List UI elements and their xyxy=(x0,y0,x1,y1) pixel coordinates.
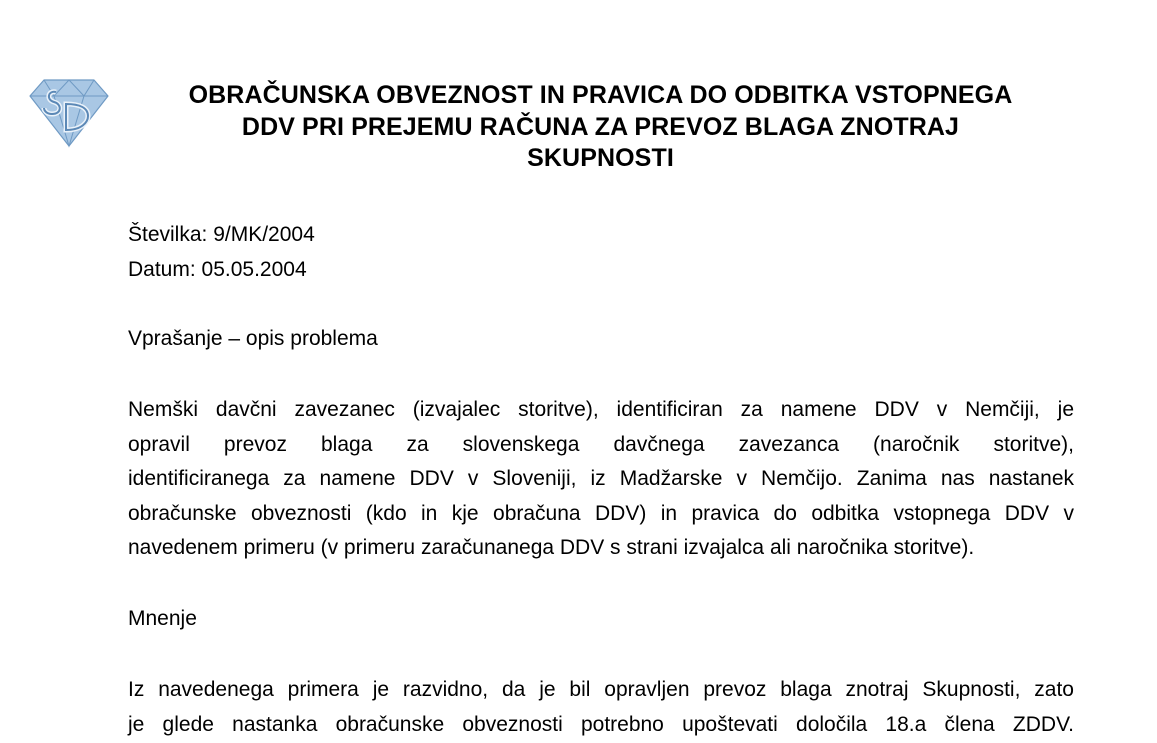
title-line: DDV PRI PREJEMU RAČUNA ZA PREVOZ BLAGA ZNOTRAJ xyxy=(241,112,960,141)
document-number: Številka: 9/MK/2004 xyxy=(128,223,315,246)
paragraph-line: obračunske obveznosti (kdo in kje obračuna DDV) in pravica do odbitka vstopnega DDV v xyxy=(128,501,1074,525)
opinion-heading: Mnenje xyxy=(128,607,197,630)
question-paragraph xyxy=(128,393,1074,566)
paragraph-line: navedenem primeru (v primeru zaračunanega DDV s strani izvajalca ali naročnika storitve). xyxy=(128,536,975,560)
paragraph-line: identificiranega za namene DDV v Sloveniji, iz Madžarske v Nemčijo. Zanima nas nastanek xyxy=(128,467,1074,491)
paragraph-line: Nemški davčni zavezanec (izvajalec storitve), identificiran za namene DDV v Nemčiji, je xyxy=(128,398,1074,421)
opinion-paragraph xyxy=(128,673,1074,742)
paragraph-line: Iz navedenega primera je razvidno, da je bil opravljen prevoz blaga znotraj Skupnosti, zato xyxy=(128,678,1074,701)
paragraph-line: je glede nastanka obračunske obveznosti potrebno upoštevati določila 18.a člena ZDDV. xyxy=(128,712,1074,736)
question-heading: Vprašanje – opis problema xyxy=(128,327,378,350)
title-line: OBRAČUNSKA OBVEZNOST IN PRAVICA DO ODBITKA VSTOPNEGA xyxy=(188,81,1013,109)
document-title xyxy=(128,80,1073,175)
title-line: SKUPNOSTI xyxy=(527,144,674,172)
sd-diamond-logo-icon xyxy=(26,74,112,150)
document-date: Datum: 05.05.2004 xyxy=(128,258,307,281)
paragraph-line: opravil prevoz blaga za slovenskega davčnega zavezanca (naročnik storitve), xyxy=(128,432,1074,456)
